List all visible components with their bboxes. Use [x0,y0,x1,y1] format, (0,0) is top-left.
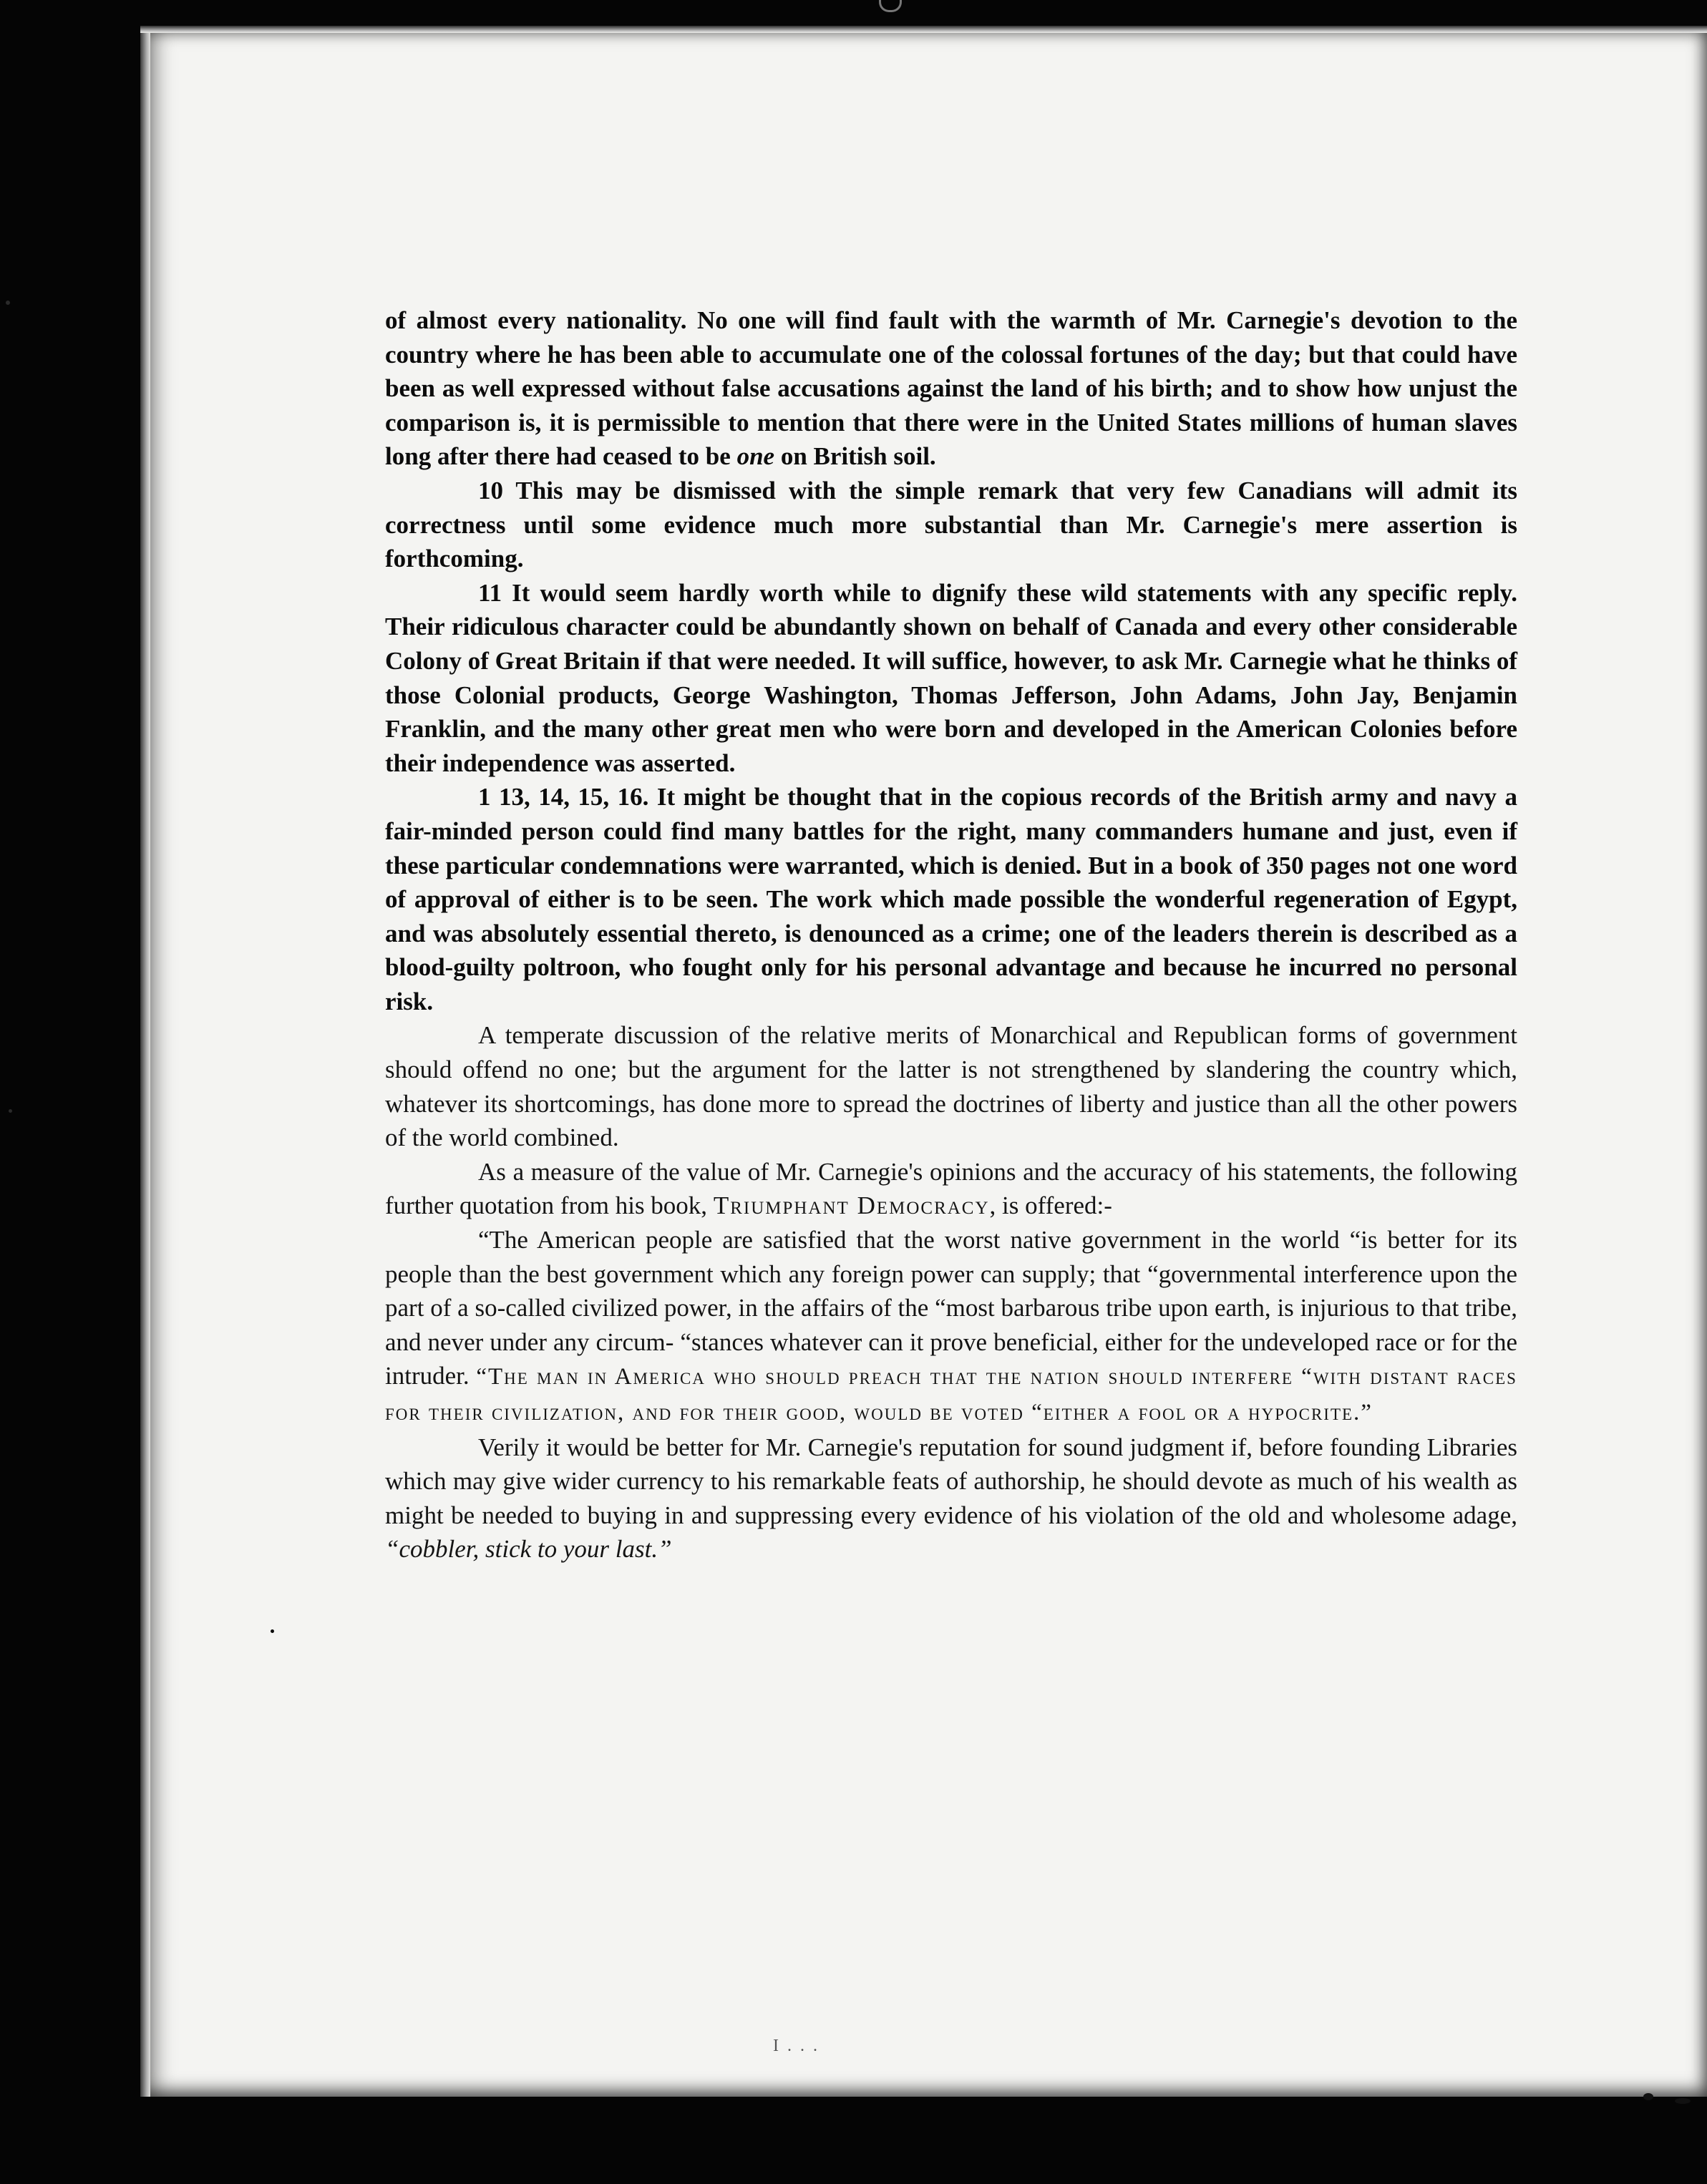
paragraph-p4 [385,780,1517,1018]
text-segment: , is offered:- [989,1191,1112,1220]
scan-speck-icon [271,1629,274,1633]
paragraph-p8 [385,1430,1517,1566]
text-segment: Triumphant Democracy [713,1191,990,1220]
text-segment: “cobbler, stick to your last.” [385,1535,672,1564]
text-segment: “The man in America who should preach that the nation should interfere “with distant races for their civilization, and for their good, would be voted “either a fool or a hypocrite.” [385,1364,1517,1425]
page-folio: I . . . [773,2037,820,2055]
paragraph-p5 [385,1018,1517,1154]
text-segment: 11 It would seem hardly worth while to dignify these wild statements with any specific reply. Their ridiculous character could be abundantly shown on behalf of Canada and every other considerable Colony of Great Britain if that were needed. It will suffice, however, to ask Mr. Carnegie what he thinks of those Colonial products, George Washington, Thomas Jefferson, John Adams, John Jay, Benjamin Franklin, and the many other great men who were born and developed in the American Colonies before their independence was asserted. [385,578,1517,777]
paragraph-p1 [385,303,1517,474]
text-segment: 10 This may be dismissed with the simple remark that very few Canadians will admit its correctness until some evidence much more substantial than Mr. Carnegie's mere assertion is forthcoming. [385,476,1517,573]
page-shadow-left [140,26,150,2097]
text-segment: As a measure of the value of Mr. Carnegie's opinions and the accuracy of his statements, the following further quotation from his book, [385,1157,1517,1220]
scan-speck-icon [9,1109,12,1113]
binding-mark-icon [879,0,902,12]
text-segment: of almost every nationality. No one will find fault with the warmth of Mr. Carnegie's devotion to the country where he has been able to accumulate one of the colossal fortunes of the day; but that could have been as well expressed without false accusations against the land of his birth; and to show how unjust the comparison is, it is permissible to mention that there were in the United States millions of human slaves long after there had ceased to be [385,306,1517,471]
text-segment: A temperate discussion of the relative merits of Monarchical and Republican forms of government should offend no one; but the argument for the latter is not strengthened by slandering the country which, whatever its shortcomings, has done more to spread the doctrines of liberty and justice than all the other powers of the world combined. [385,1021,1517,1152]
scan-speck-icon [1643,2093,1653,2100]
text-segment: one [736,442,775,471]
text-segment: Verily it would be better for Mr. Carnegie's reputation for sound judgment if, before founding Libraries which may give wider currency to his remarkable feats of authorship, he should devote as much of his wealth as might be needed to buying in and suppressing every evidence of his violation of the old and wholesome adage, [385,1433,1517,1529]
scan-speck-icon [1675,2098,1691,2104]
text-segment: on British soil. [774,442,936,471]
body-text [385,303,1517,1566]
paragraph-p2 [385,474,1517,576]
paragraph-p3 [385,576,1517,781]
text-segment: “The American people are satisfied that the worst native government in the world “is better for its people than the best government which any foreign power can supply; that “governmental interference upon the part of a so-called civilized power, in the affairs of the “most barbarous tribe upon earth, is injurious to that tribe, and never under any circum- “stances whatever can it prove beneficial, either for the undeveloped race or for the intruder. [385,1226,1517,1390]
text-segment: 1 13, 14, 15, 16. It might be thought that in the copious records of the British army and navy a fair-minded person could find many battles for the right, many commanders humane and just, even if these particular condemnations were warranted, which is denied. But in a book of 350 pages not one word of approval of either is to be seen. The work which made possible the wonderful regeneration of Egypt, and was absolutely essential thereto, is denounced as a crime; one of the leaders therein is described as a blood-guilty poltroon, who fought only for his personal advantage and because he incurred no personal risk. [385,783,1517,1015]
scan-speck-icon [6,301,10,305]
paragraph-p6 [385,1155,1517,1223]
page-shadow-top [140,26,1707,33]
paragraph-p7 [385,1223,1517,1430]
